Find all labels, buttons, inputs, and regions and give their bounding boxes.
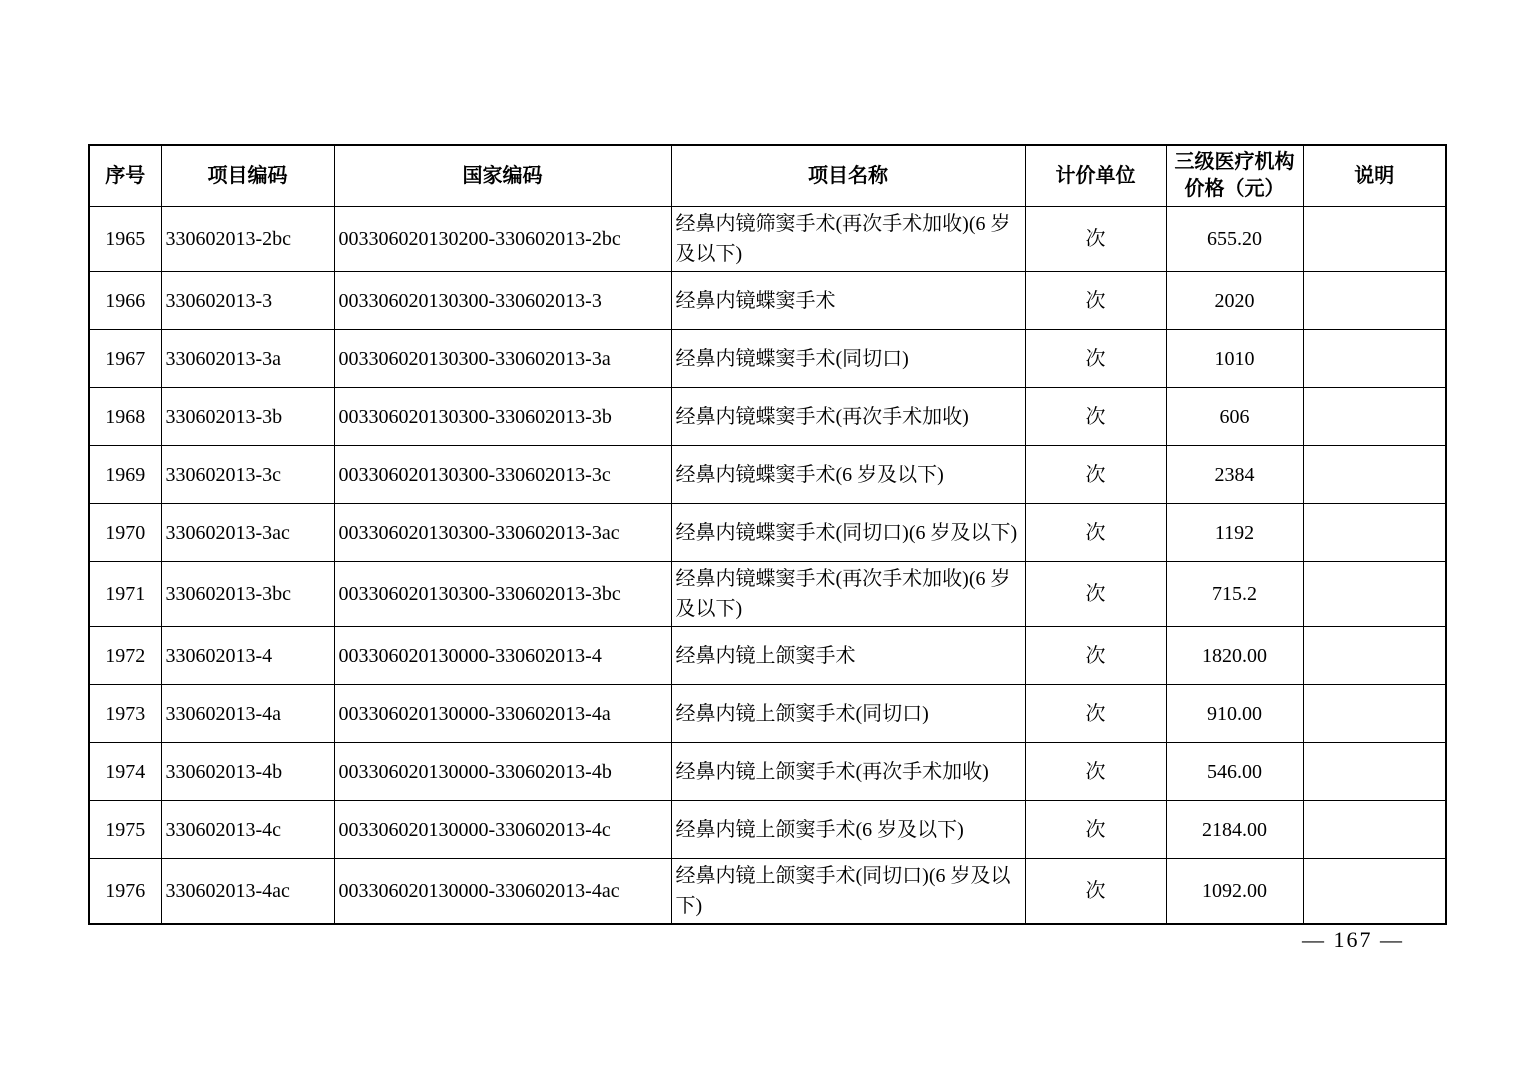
medical-price-table bbox=[88, 144, 1447, 925]
col-header-project-code: 项目编码 bbox=[161, 145, 334, 207]
table-header bbox=[89, 145, 1446, 207]
table-row bbox=[89, 207, 1446, 272]
cell-project-code: 330602013-4 bbox=[161, 627, 334, 685]
table-row bbox=[89, 627, 1446, 685]
col-header-note: 说明 bbox=[1303, 145, 1446, 207]
cell-price: 1010 bbox=[1166, 330, 1303, 388]
page-number: — 167 — bbox=[1302, 927, 1404, 952]
cell-project-code: 330602013-4a bbox=[161, 685, 334, 743]
cell-project-code: 330602013-4c bbox=[161, 801, 334, 859]
table-row bbox=[89, 562, 1446, 627]
cell-unit: 次 bbox=[1025, 388, 1166, 446]
cell-unit: 次 bbox=[1025, 562, 1166, 627]
cell-seq: 1967 bbox=[89, 330, 161, 388]
cell-national-code: 003306020130000-330602013-4 bbox=[334, 627, 671, 685]
cell-project-name: 经鼻内镜蝶窦手术(同切口)(6 岁及以下) bbox=[671, 504, 1025, 562]
cell-project-code: 330602013-3b bbox=[161, 388, 334, 446]
cell-national-code: 003306020130300-330602013-3a bbox=[334, 330, 671, 388]
cell-note bbox=[1303, 207, 1446, 272]
cell-price: 2020 bbox=[1166, 272, 1303, 330]
cell-project-code: 330602013-3a bbox=[161, 330, 334, 388]
cell-national-code: 003306020130300-330602013-3b bbox=[334, 388, 671, 446]
cell-project-code: 330602013-3c bbox=[161, 446, 334, 504]
cell-note bbox=[1303, 446, 1446, 504]
cell-seq: 1971 bbox=[89, 562, 161, 627]
table-row bbox=[89, 330, 1446, 388]
cell-price: 2384 bbox=[1166, 446, 1303, 504]
cell-national-code: 003306020130000-330602013-4ac bbox=[334, 859, 671, 925]
table-row bbox=[89, 388, 1446, 446]
cell-seq: 1969 bbox=[89, 446, 161, 504]
table-row bbox=[89, 743, 1446, 801]
cell-national-code: 003306020130000-330602013-4c bbox=[334, 801, 671, 859]
cell-note bbox=[1303, 330, 1446, 388]
table-body bbox=[89, 207, 1446, 925]
cell-note bbox=[1303, 743, 1446, 801]
cell-seq: 1975 bbox=[89, 801, 161, 859]
cell-seq: 1974 bbox=[89, 743, 161, 801]
cell-seq: 1968 bbox=[89, 388, 161, 446]
cell-price: 2184.00 bbox=[1166, 801, 1303, 859]
cell-price: 606 bbox=[1166, 388, 1303, 446]
cell-national-code: 003306020130300-330602013-3ac bbox=[334, 504, 671, 562]
cell-national-code: 003306020130300-330602013-3 bbox=[334, 272, 671, 330]
cell-national-code: 003306020130000-330602013-4a bbox=[334, 685, 671, 743]
table-row bbox=[89, 859, 1446, 925]
cell-national-code: 003306020130200-330602013-2bc bbox=[334, 207, 671, 272]
cell-price: 655.20 bbox=[1166, 207, 1303, 272]
table-row bbox=[89, 504, 1446, 562]
col-header-national-code: 国家编码 bbox=[334, 145, 671, 207]
table-row bbox=[89, 446, 1446, 504]
cell-unit: 次 bbox=[1025, 207, 1166, 272]
cell-seq: 1965 bbox=[89, 207, 161, 272]
cell-unit: 次 bbox=[1025, 627, 1166, 685]
cell-note bbox=[1303, 272, 1446, 330]
cell-note bbox=[1303, 388, 1446, 446]
cell-seq: 1973 bbox=[89, 685, 161, 743]
table-row bbox=[89, 685, 1446, 743]
cell-unit: 次 bbox=[1025, 446, 1166, 504]
cell-national-code: 003306020130300-330602013-3bc bbox=[334, 562, 671, 627]
cell-price: 715.2 bbox=[1166, 562, 1303, 627]
cell-price: 1192 bbox=[1166, 504, 1303, 562]
cell-unit: 次 bbox=[1025, 859, 1166, 925]
cell-seq: 1976 bbox=[89, 859, 161, 925]
cell-national-code: 003306020130300-330602013-3c bbox=[334, 446, 671, 504]
cell-project-name: 经鼻内镜上颌窦手术(同切口) bbox=[671, 685, 1025, 743]
cell-project-code: 330602013-4b bbox=[161, 743, 334, 801]
cell-project-name: 经鼻内镜蝶窦手术 bbox=[671, 272, 1025, 330]
cell-national-code: 003306020130000-330602013-4b bbox=[334, 743, 671, 801]
cell-seq: 1970 bbox=[89, 504, 161, 562]
cell-unit: 次 bbox=[1025, 685, 1166, 743]
cell-note bbox=[1303, 859, 1446, 925]
cell-project-name: 经鼻内镜上颌窦手术(6 岁及以下) bbox=[671, 801, 1025, 859]
cell-project-name: 经鼻内镜蝶窦手术(再次手术加收)(6 岁及以下) bbox=[671, 562, 1025, 627]
cell-seq: 1966 bbox=[89, 272, 161, 330]
cell-project-code: 330602013-3bc bbox=[161, 562, 334, 627]
cell-project-name: 经鼻内镜上颌窦手术(再次手术加收) bbox=[671, 743, 1025, 801]
cell-project-name: 经鼻内镜上颌窦手术(同切口)(6 岁及以下) bbox=[671, 859, 1025, 925]
cell-price: 546.00 bbox=[1166, 743, 1303, 801]
cell-project-code: 330602013-3 bbox=[161, 272, 334, 330]
cell-price: 1092.00 bbox=[1166, 859, 1303, 925]
cell-seq: 1972 bbox=[89, 627, 161, 685]
col-header-unit: 计价单位 bbox=[1025, 145, 1166, 207]
cell-project-name: 经鼻内镜蝶窦手术(再次手术加收) bbox=[671, 388, 1025, 446]
cell-project-name: 经鼻内镜上颌窦手术 bbox=[671, 627, 1025, 685]
cell-price: 910.00 bbox=[1166, 685, 1303, 743]
cell-project-code: 330602013-3ac bbox=[161, 504, 334, 562]
cell-unit: 次 bbox=[1025, 504, 1166, 562]
cell-note bbox=[1303, 685, 1446, 743]
table-row bbox=[89, 801, 1446, 859]
cell-project-code: 330602013-4ac bbox=[161, 859, 334, 925]
cell-unit: 次 bbox=[1025, 801, 1166, 859]
cell-note bbox=[1303, 504, 1446, 562]
col-header-tertiary-price: 三级医疗机构价格（元） bbox=[1166, 145, 1303, 207]
cell-note bbox=[1303, 801, 1446, 859]
cell-project-name: 经鼻内镜筛窦手术(再次手术加收)(6 岁及以下) bbox=[671, 207, 1025, 272]
cell-note bbox=[1303, 627, 1446, 685]
cell-project-code: 330602013-2bc bbox=[161, 207, 334, 272]
col-header-project-name: 项目名称 bbox=[671, 145, 1025, 207]
cell-note bbox=[1303, 562, 1446, 627]
cell-unit: 次 bbox=[1025, 330, 1166, 388]
table-row bbox=[89, 272, 1446, 330]
header-row bbox=[89, 145, 1446, 207]
cell-project-name: 经鼻内镜蝶窦手术(同切口) bbox=[671, 330, 1025, 388]
cell-unit: 次 bbox=[1025, 743, 1166, 801]
cell-unit: 次 bbox=[1025, 272, 1166, 330]
cell-project-name: 经鼻内镜蝶窦手术(6 岁及以下) bbox=[671, 446, 1025, 504]
col-header-seq: 序号 bbox=[89, 145, 161, 207]
cell-price: 1820.00 bbox=[1166, 627, 1303, 685]
